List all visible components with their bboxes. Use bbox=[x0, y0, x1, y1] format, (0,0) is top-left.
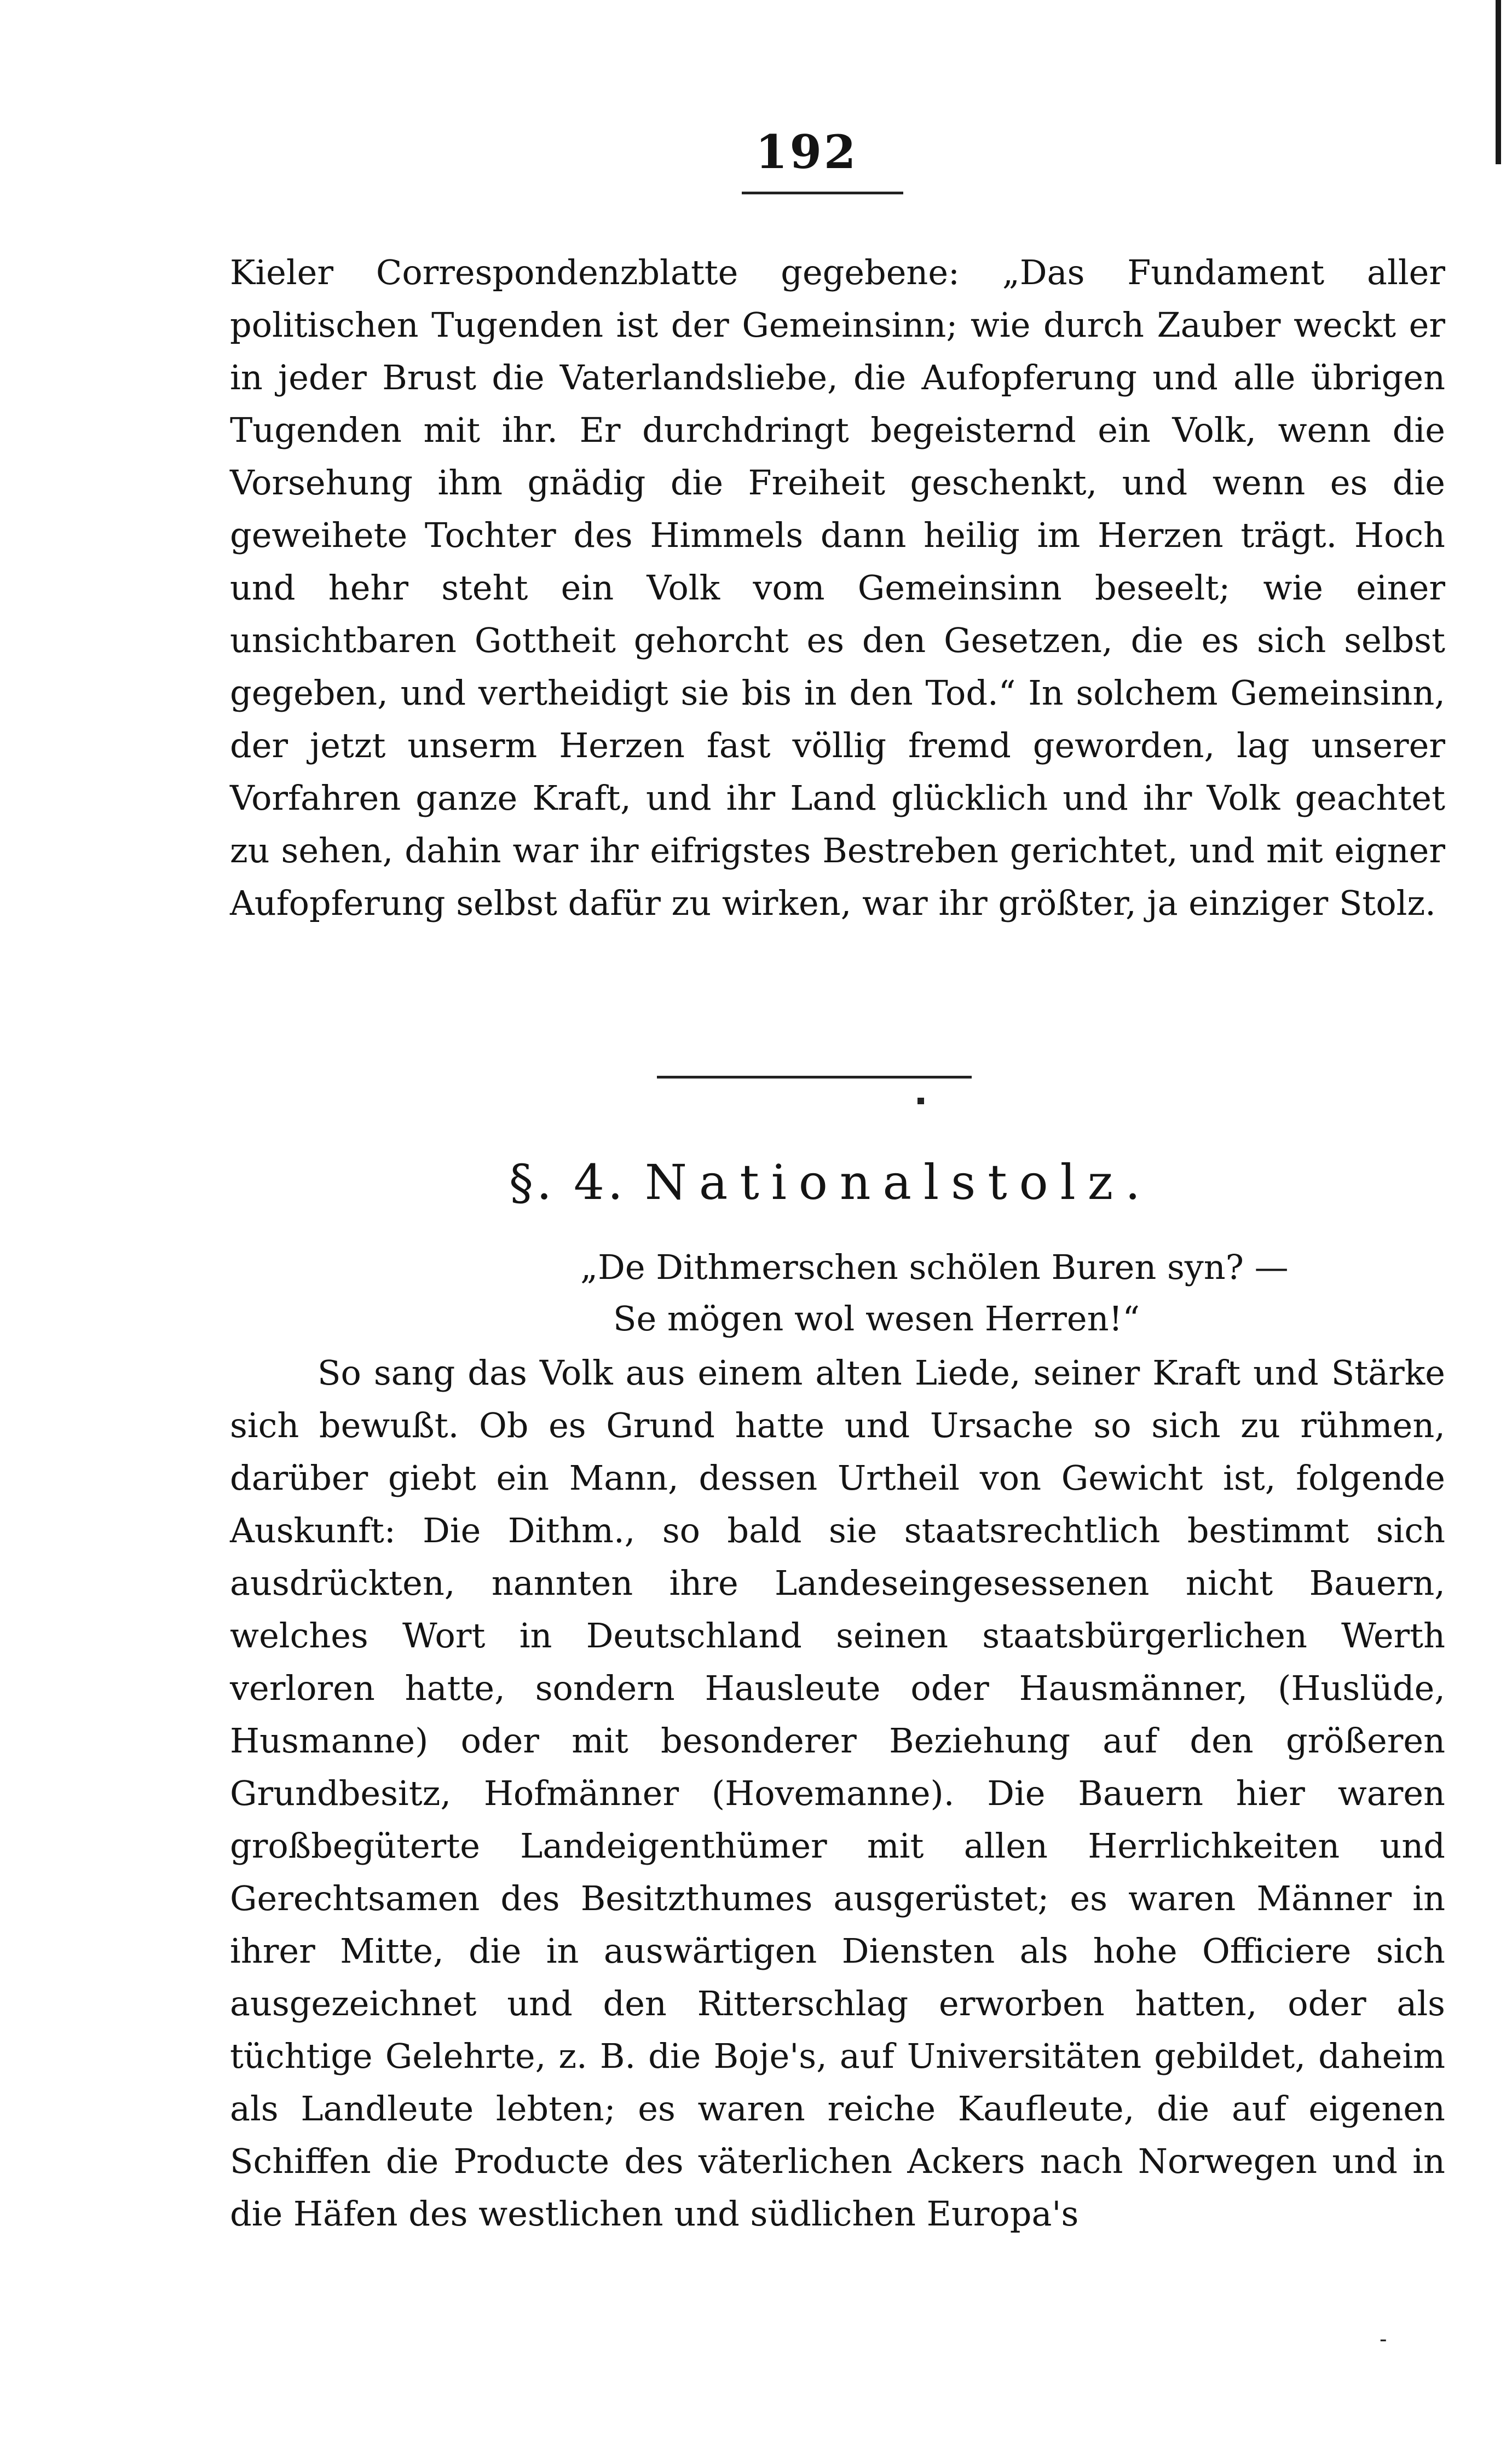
paragraph-continued bbox=[230, 246, 1445, 930]
page-number: 192 bbox=[755, 125, 858, 179]
footer-mark: - bbox=[1380, 2327, 1387, 2352]
epigraph-line-1: „De Dithmerschen schölen Buren syn? — bbox=[580, 1247, 1289, 1287]
page-edge-mark bbox=[1496, 0, 1501, 164]
paragraph-2-text: So sang das Volk aus einem alten Liede, seiner Kraft und Stärke sich bewußt. Ob es Grund hatte und Ursache so sich zu rühmen, darüber giebt ein Mann, dessen Urtheil von Gewicht ist, folgende Auskunft: Die Dithm., so bald sie staatsrechtlich bestimmt sich ausdrückten, nannten ihre Landeseingesessenen nicht Bauern, welches Wort in Deutschland seinen staatsbürgerlichen Werth verloren hatte, sondern Hausleute oder Hausmänner, (Huslüde, Husmanne) oder mit besonderer Beziehung auf den größeren Grundbesitz, Hofmänner (Hovemanne). Die Bauern hier waren großbegüterte Landeigenthümer mit allen Herrlichkeiten und Gerechtsamen des Besitzthumes ausgerüstet; es waren Männer in ihrer Mitte, die in auswärtigen Diensten als hohe Officiere sich ausgezeichnet und den Ritterschlag erworben hatten, oder als tüchtige Gelehrte, z. B. die Boje's, auf Universitäten gebildet, daheim als Landleute lebten; es waren reiche Kaufleute, die auf eigenen Schiffen die Producte des väterlichen Ackers nach Norwegen und in die Häfen des westlichen und südlichen Europa's bbox=[230, 1353, 1445, 2234]
section-divider-rule bbox=[657, 1076, 972, 1079]
section-number: §. 4. bbox=[509, 1154, 626, 1210]
page-number-rule bbox=[742, 192, 903, 194]
section-heading bbox=[509, 1152, 1152, 1213]
epigraph bbox=[580, 1242, 1289, 1345]
section-divider-dot bbox=[917, 1098, 924, 1104]
paragraph-1-text: Kieler Correspondenzblatte gegebene: „Das Fundament aller politischen Tugenden ist der Gemeinsinn; wie durch Zauber weckt er in jeder Brust die Vaterlandsliebe, die Aufopferung und alle übrigen Tugenden mit ihr. Er durchdringt begeisternd ein Volk, wenn die Vorsehung ihm gnädig die Freiheit geschenkt, und wenn es die geweihete Tochter des Himmels dann heilig im Herzen trägt. Hoch und hehr steht ein Volk vom Gemeinsinn beseelt; wie einer unsichtbaren Gottheit gehorcht es den Gesetzen, die es sich selbst gegeben, und vertheidigt sie bis in den Tod.“ In solchem Gemeinsinn, der jetzt unserm Herzen fast völlig fremd geworden, lag unserer Vorfahren ganze Kraft, und ihr Land glücklich und ihr Volk geachtet zu sehen, dahin war ihr eifrigstes Bestreben gerichtet, und mit eigner Aufopferung selbst dafür zu wirken, war ihr größter, ja einziger Stolz. bbox=[230, 252, 1445, 923]
epigraph-line-2: Se mögen wol wesen Herren!“ bbox=[613, 1299, 1140, 1339]
section-body bbox=[230, 1347, 1445, 2240]
section-title: Nationalstolz. bbox=[644, 1154, 1153, 1210]
